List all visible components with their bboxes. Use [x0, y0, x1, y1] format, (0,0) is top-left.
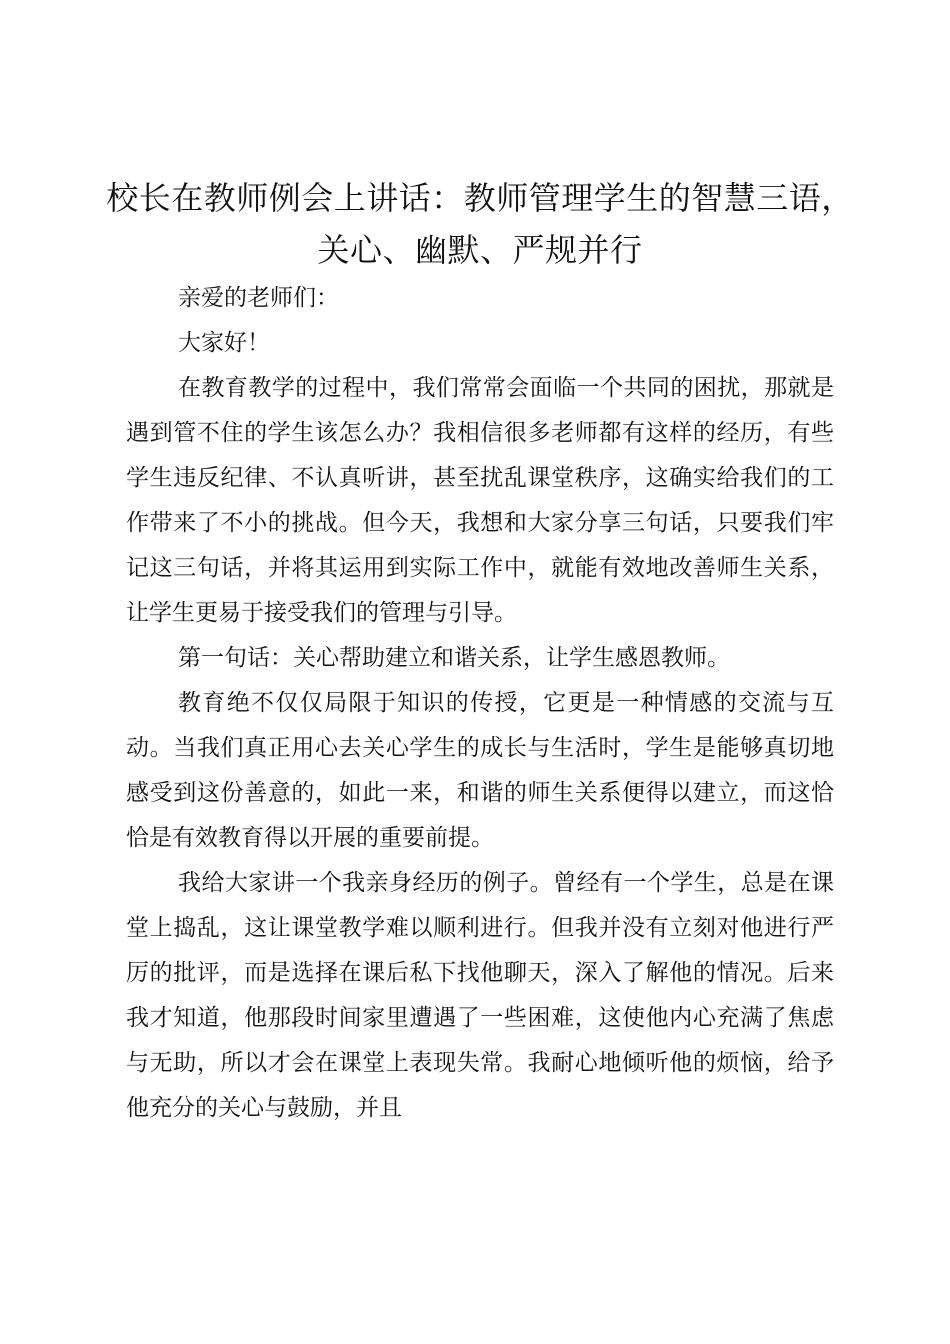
greeting: 大家好！ — [178, 330, 270, 356]
salutation: 亲爱的老师们： — [178, 285, 339, 311]
document-body — [126, 276, 834, 1131]
intro-paragraph: 在教育教学的过程中，我们常常会面临一个共同的困扰，那就是遇到管不住的学生该怎么办？我相信很多老师都有这样的经历，有些学生违反纪律、不认真听讲，甚至扰乱课堂秩序，这确实给我们的工作带来了不小的挑战。但今天，我想和大家分享三句话，只要我们牢记这三句话，并将其运用到实际工作中，就能有效地改善师生关系，让学生更易于接受我们的管理与引导。 — [126, 375, 834, 626]
section-heading-first: 第一句话：关心帮助建立和谐关系，让学生感恩教师。 — [178, 645, 730, 671]
body-paragraph: 教育绝不仅仅局限于知识的传授，它更是一种情感的交流与互动。当我们真正用心去关心学生的成长与生活时，学生是能够真切地感受到这份善意的，如此一来，和谐的师生关系便得以建立，而这恰恰是有效教育得以开展的重要前提。 — [126, 690, 834, 851]
document-title: 校长在教师例会上讲话：教师管理学生的智慧三语，关心、幽默、严规并行 — [106, 179, 854, 269]
body-paragraph: 我给大家讲一个我亲身经历的例子。曾经有一个学生，总是在课堂上捣乱，这让课堂教学难以顺利进行。但我并没有立刻对他进行严厉的批评，而是选择在课后私下找他聊天，深入了解他的情况。后来我才知道，他那段时间家里遭遇了一些困难，这使他内心充满了焦虑与无助，所以才会在课堂上表现失常。我耐心地倾听他的烦恼，给予他充分的关心与鼓励，并且 — [126, 870, 834, 1121]
